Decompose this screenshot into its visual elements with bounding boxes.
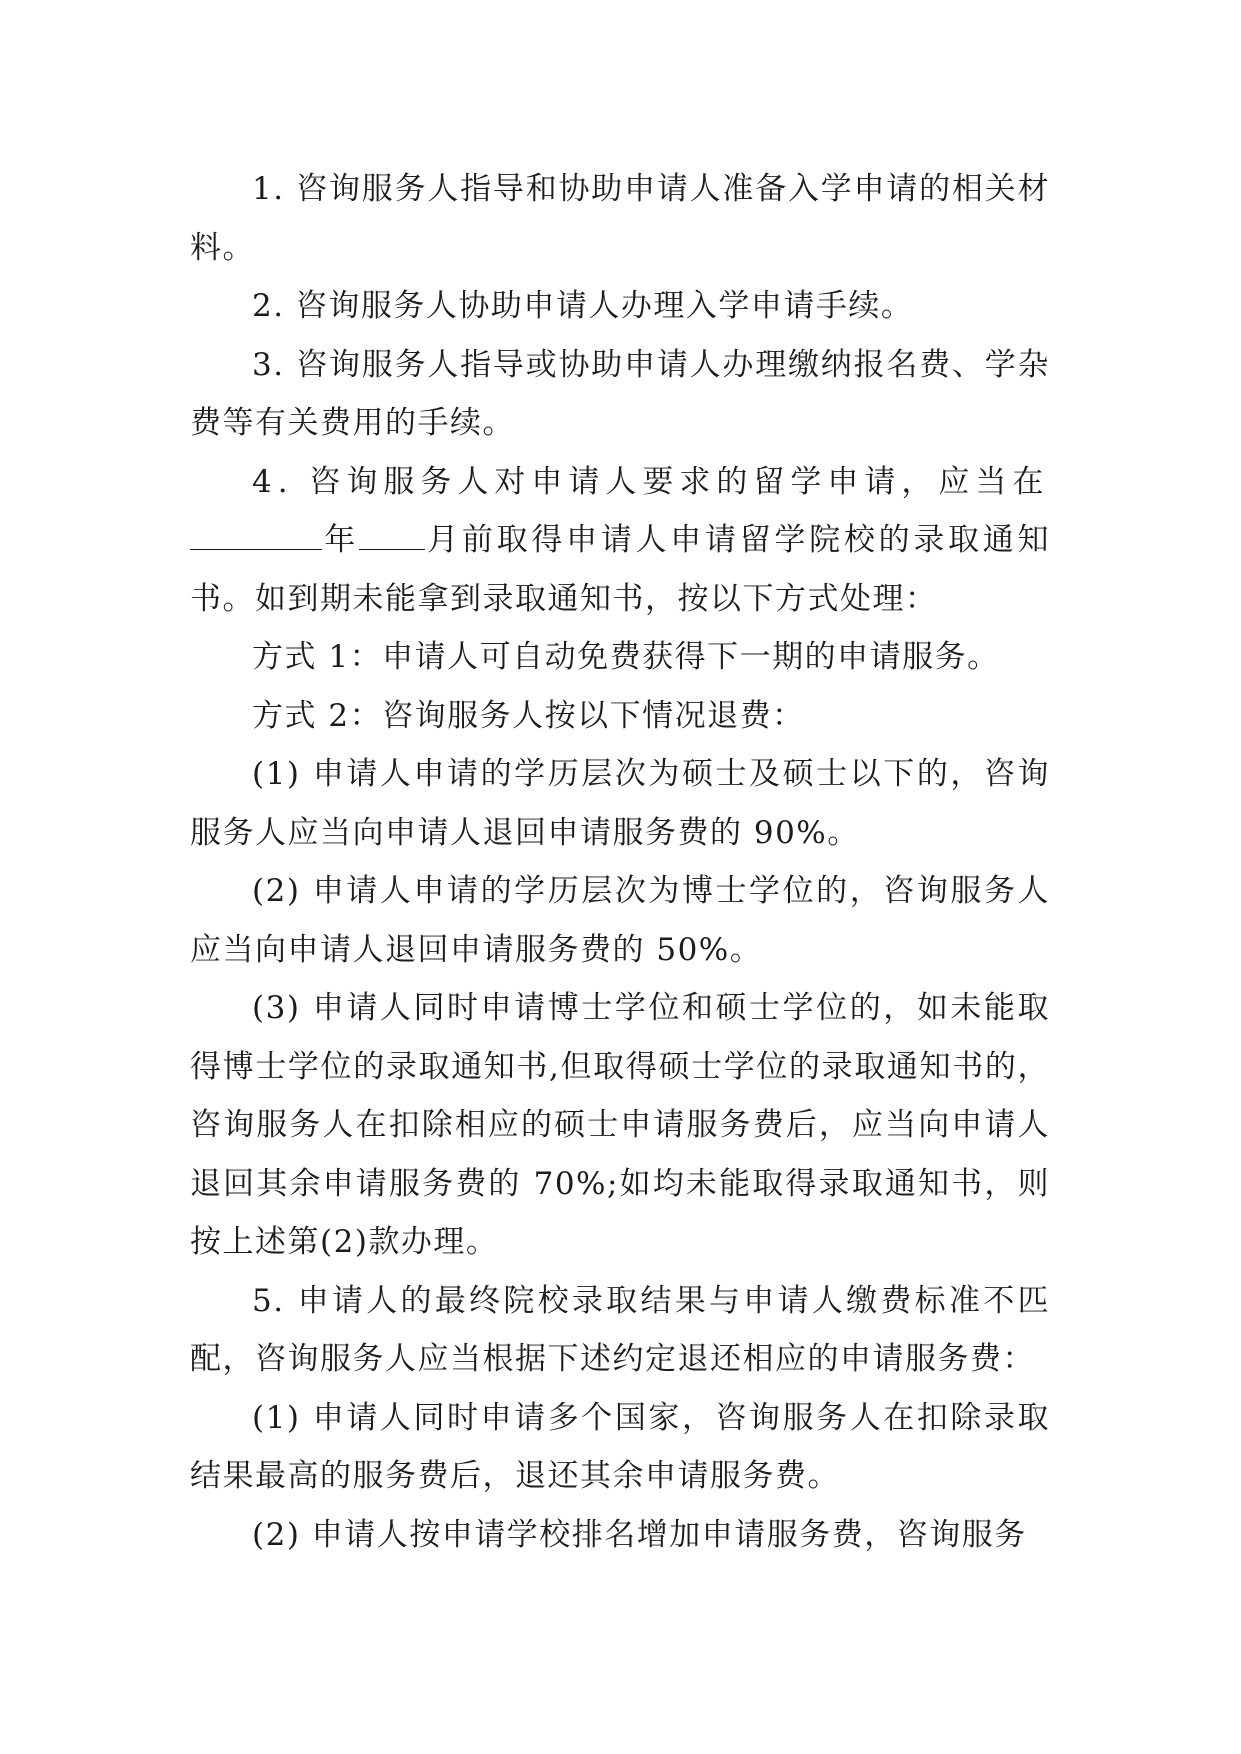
clause-1: 1. 咨询服务人指导和协助申请人准备入学申请的相关材料。: [190, 171, 1050, 266]
clause-5: 5. 申请人的最终院校录取结果与申请人缴费标准不匹配，咨询服务人应当根据下述约定退还相应的申请服务费：: [190, 1282, 1050, 1377]
clause-5-case-2: (2) 申请人按申请学校排名增加申请服务费，咨询服务: [252, 1516, 1027, 1553]
refund-case-2: (2) 申请人申请的学历层次为博士学位的，咨询服务人应当向申请人退回申请服务费的 50%。: [190, 873, 1050, 968]
clause-5-case-1: (1) 申请人同时申请多个国家，咨询服务人在扣除录取结果最高的服务费后，退还其余申请服务费。: [190, 1399, 1050, 1494]
document-body: [190, 160, 1050, 1564]
clause-3: 3. 咨询服务人指导或协助申请人办理缴纳报名费、学杂费等有关费用的手续。: [190, 346, 1050, 441]
clause-4-rest: 月前取得申请人申请留学院校的录取通知书。如到期未能拿到录取通知书，按以下方式处理：: [190, 522, 1051, 617]
refund-case-1: (1) 申请人申请的学历层次为硕士及硕士以下的，咨询服务人应当向申请人退回申请服务费的 90%。: [190, 756, 1050, 851]
month-blank: [359, 519, 425, 550]
method-2: 方式 2：咨询服务人按以下情况退费：: [252, 697, 805, 734]
clause-4-body: [190, 511, 1050, 628]
method-1: 方式 1：申请人可自动免费获得下一期的申请服务。: [252, 639, 1000, 675]
clause-2: 2. 咨询服务人协助申请人办理入学申请手续。: [252, 288, 914, 324]
year-label: 年: [322, 522, 359, 558]
clause-4-line-1: 4. 咨询服务人对申请人要求的留学申请，应当在: [252, 463, 1050, 500]
refund-case-3: (3) 申请人同时申请博士学位和硕士学位的，如未能取得博士学位的录取通知书,但取得硕士学位的录取通知书的，咨询服务人在扣除相应的硕士申请服务费后，应当向申请人退回其余申请服务费的 70%;如均未能取得录取通知书，则按上述第(2)款办理。: [190, 990, 1050, 1260]
year-blank: [190, 519, 322, 550]
